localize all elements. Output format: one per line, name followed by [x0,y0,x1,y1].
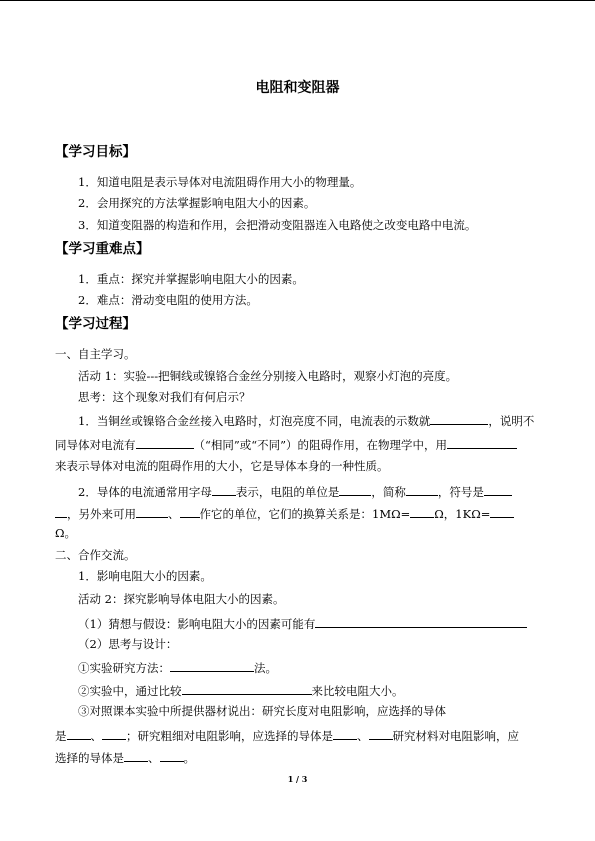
section-heading-process: 【学习过程】 [55,316,136,332]
question-1-line-2: 同导体对电流有 （“相同”或“不同”）的阻碍作用，在物理学中，用 [55,435,543,453]
fill-blank[interactable] [182,681,312,695]
fill-blank[interactable] [315,614,527,628]
keypoint-item-1: 1．重点：探究并掌握影响电阻大小的因素。 [78,272,304,286]
fill-blank[interactable] [212,482,236,496]
fill-blank[interactable] [333,726,357,740]
fill-blank[interactable] [369,726,393,740]
section-heading-goals: 【学习目标】 [55,144,136,160]
fill-blank[interactable] [160,748,184,762]
fill-blank[interactable] [170,658,254,672]
part-heading-cooperation: 二、合作交流。 [55,548,136,562]
part-heading-self-study: 一、自主学习。 [55,347,136,361]
think-question: 思考：这个现象对我们有何启示？ [78,390,251,404]
goal-item-2: 2．会用探究的方法掌握影响电阻大小的因素。 [78,196,316,210]
top-rule [0,0,595,1]
question-1-line-3: 来表示导体对电流的阻碍作用的大小，它是导体本身的一种性质。 [55,459,389,473]
fill-blank[interactable] [136,435,194,449]
fill-blank[interactable] [490,504,514,518]
keypoint-item-2: 2．难点：滑动变电阻的使用方法。 [78,293,258,307]
fill-blank[interactable] [55,504,67,518]
select-line-2: 是 、 ；研究粗细对电阻影响，应选择的导体是 、 研究材料对电阻影响，应 [55,726,543,744]
compare-line: ②实验中，通过比较 来比较电阻大小。 [78,681,543,699]
activity-2-text: 活动 2：探究影响导体电阻大小的因素。 [78,592,285,606]
fill-blank[interactable] [406,482,438,496]
question-1-line-1: 1．当铜丝或镍铬合金丝接入电路时，灯泡亮度不同，电流表的示数就 ，说明不 [78,411,543,429]
fill-blank[interactable] [102,726,126,740]
fill-blank[interactable] [67,726,91,740]
fill-blank[interactable] [339,482,371,496]
design-line: （2）思考与设计： [78,637,178,651]
select-line-3: 选择的导体是 、 。 [55,748,543,766]
question-2-line-2: ，另外来可用 、 作它的单位，它们的换算关系是：1MΩ= Ω，1KΩ= [55,504,543,522]
section-heading-keypoints: 【学习重难点】 [55,241,150,257]
fill-blank[interactable] [410,504,434,518]
fill-blank[interactable] [484,482,512,496]
activity-1-text: 活动 1：实验---把铜线或镍铬合金丝分别接入电路时，观察小灯泡的亮度。 [78,369,458,383]
fill-blank[interactable] [180,504,200,518]
fill-blank[interactable] [430,411,488,425]
fill-blank[interactable] [447,435,517,449]
item-1-heading: 1．影响电阻大小的因素。 [78,569,212,583]
fill-blank[interactable] [136,504,168,518]
goal-item-3: 3．知道变阻器的构造和作用，会把滑动变阻器连入电路使之改变电路中电流。 [78,218,477,232]
goal-item-1: 1．知道电阻是表示导体对电流阻碍作用大小的物理量。 [78,175,362,189]
method-line: ①实验研究方法： 法。 [78,658,543,676]
question-2-line-3: Ω。 [55,526,77,540]
page-number: 1 / 3 [287,774,308,784]
guess-line: （1）猜想与假设：影响电阻大小的因素可能有 [78,614,543,632]
question-2-line-1: 2．导体的电流通常用字母 表示，电阻的单位是 ，简称 ，符号是 [78,482,543,500]
select-line-1: ③对照课本实验中所提供器材说出：研究长度对电阻影响，应选择的导体 [78,704,446,718]
page-title: 电阻和变阻器 [255,80,340,96]
fill-blank[interactable] [124,748,148,762]
